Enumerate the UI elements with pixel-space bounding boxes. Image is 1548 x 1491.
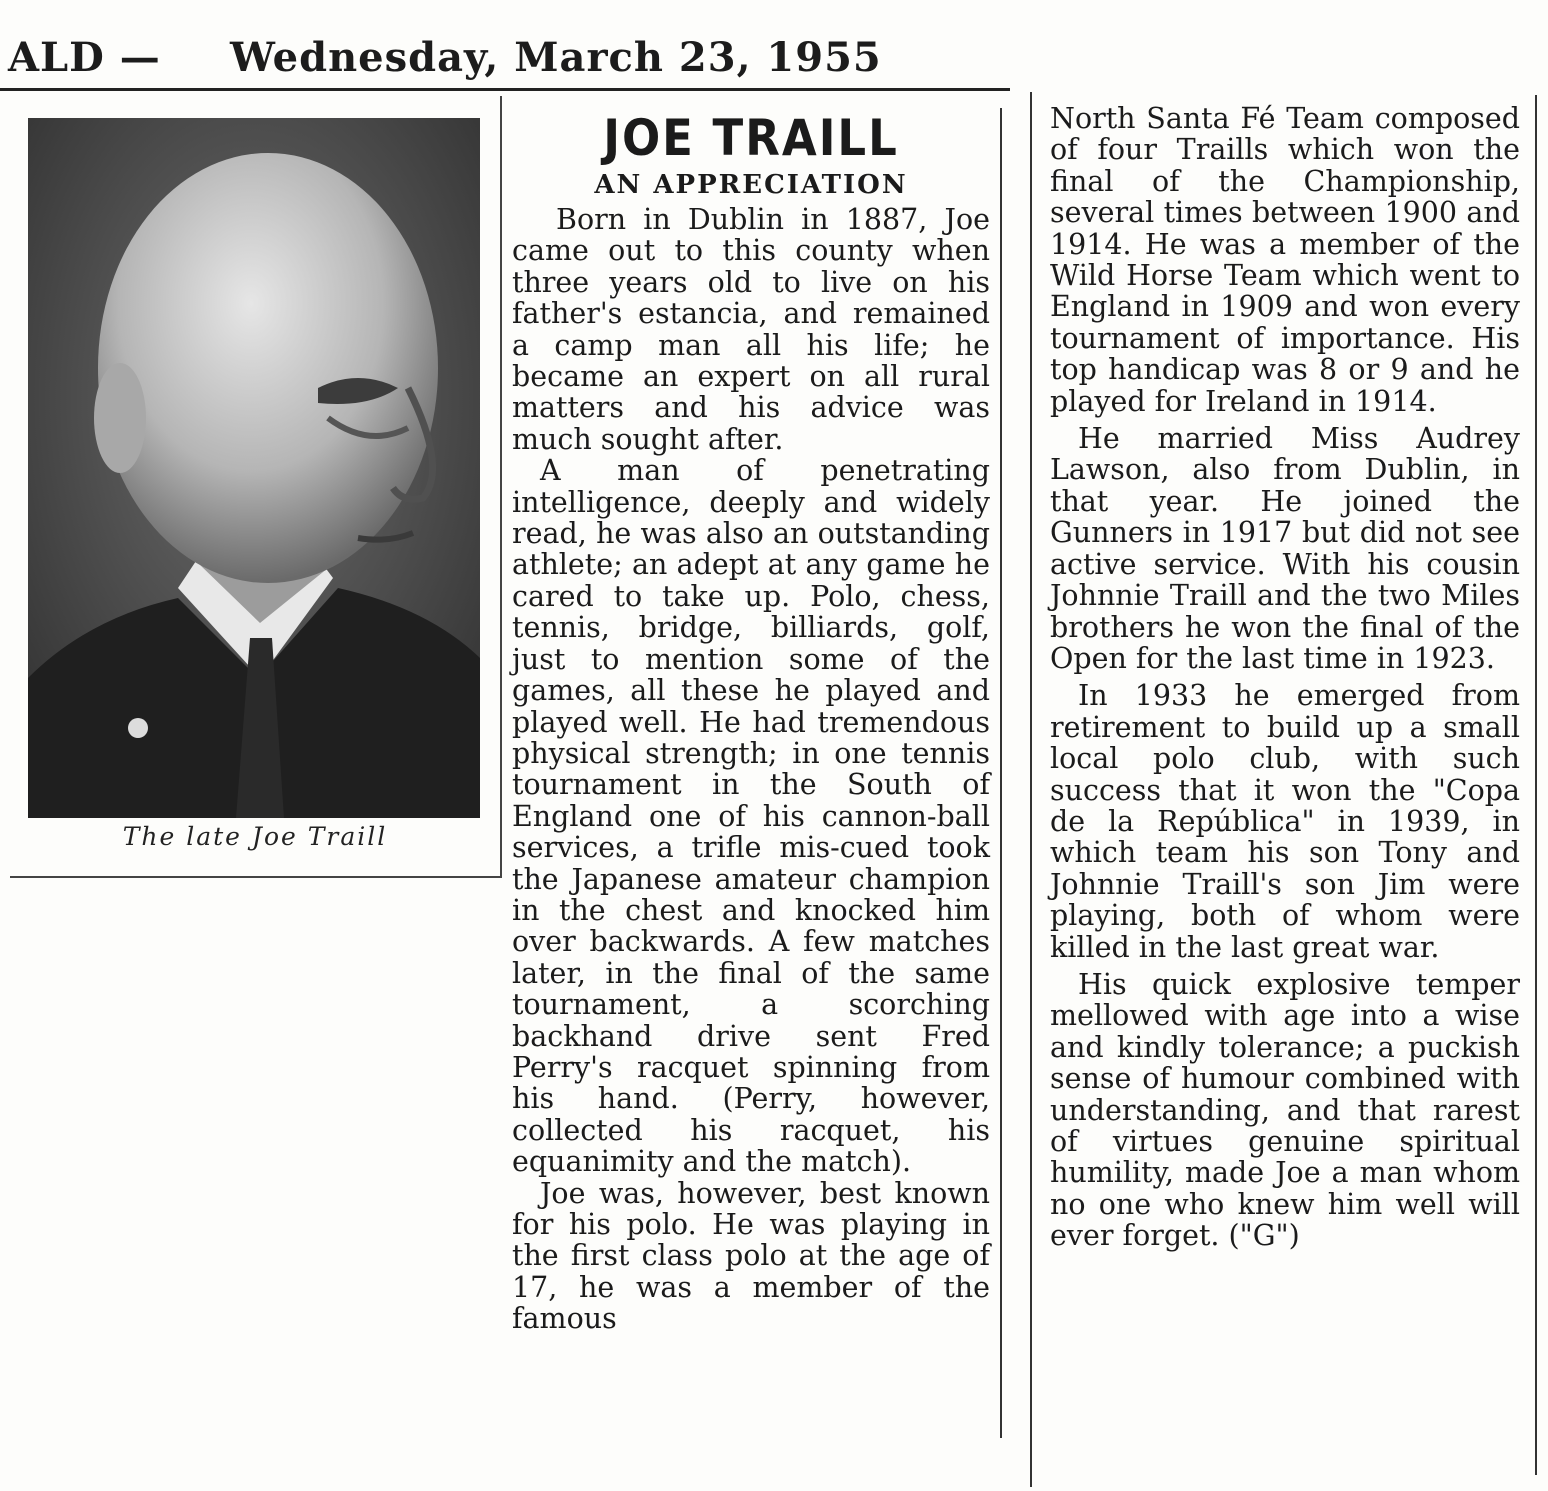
paragraph: North Santa Fé Team composed of four Traills which won the final of the Championship, several times between 1900 and 1914. He was a member of the Wild Horse Team which went to England in 1909 and won every tournament of importance. His top handicap was 8 or 9 and he played for Ireland in 1914. [1050, 102, 1520, 418]
paragraph: Born in Dublin in 1887, Joe came out to this county when three years old to live on his father's estancia, and remained a camp man all his life; he became an expert on all rural matters and his advice was much sought after. [512, 203, 990, 456]
portrait-illustration [28, 118, 480, 818]
column-rule-left [1000, 108, 1002, 1438]
article-headline: JOE TRAILL [603, 109, 899, 167]
paragraph: He married Miss Audrey Lawson, also from Dublin, in that year. He joined the Gunners in 1917 but did not see active service. With his cousin Johnnie Traill and the two Miles brothers he won the final of the Open for the last time in 1923. [1050, 422, 1520, 675]
paragraph: A man of penetrating intelligence, deeply and widely read, he was also an outstanding athlete; an adept at any game he cared to take up. Polo, chess, tennis, bridge, billiards, golf, just to mention some of the games, all these he played and played well. He had tremendous physical strength; in one tennis tournament in the South of England one of his cannon-ball services, a trifle mis-cued took the Japanese amateur champion in the chest and knocked him over backwards. A few matches later, in the final of the same tournament, a scorching backhand drive sent Fred Perry's racquet spinning from his hand. (Perry, however, collected his racquet, his equanimity and the match). [512, 454, 990, 1179]
column-rule-far-right [1535, 95, 1537, 1475]
paragraph: His quick explosive temper mellowed with age into a wise and kindly tolerance; a puckish sense of humour combined with understanding, and that rarest of virtues genuine spiritual humility, made Joe a man whom no one who knew him well will ever forget. ("G") [1050, 967, 1520, 1253]
article-column-1 [512, 108, 990, 1438]
newspaper-name-fragment: ALD — [8, 34, 161, 81]
photo-caption: The late Joe Traill [122, 822, 388, 851]
article-column-2 [1050, 103, 1520, 1463]
paragraph: Joe was, however, best known for his polo. He was playing in the first class polo at the age of 17, he was a member of the famous [512, 1176, 990, 1336]
column-rule-right [1030, 92, 1032, 1487]
portrait-photo [28, 118, 480, 818]
article-subhead: AN APPRECIATION [594, 170, 908, 200]
photo-frame [10, 96, 502, 878]
masthead [0, 0, 1010, 91]
paragraph: In 1933 he emerged from retirement to build up a small local polo club, with such success that it won the "Copa de la República" in 1939, in which team his son Tony and Johnnie Traill's son Jim were playing, both of whom were killed in the last great war. [1050, 679, 1520, 964]
issue-date: Wednesday, March 23, 1955 [230, 34, 882, 81]
